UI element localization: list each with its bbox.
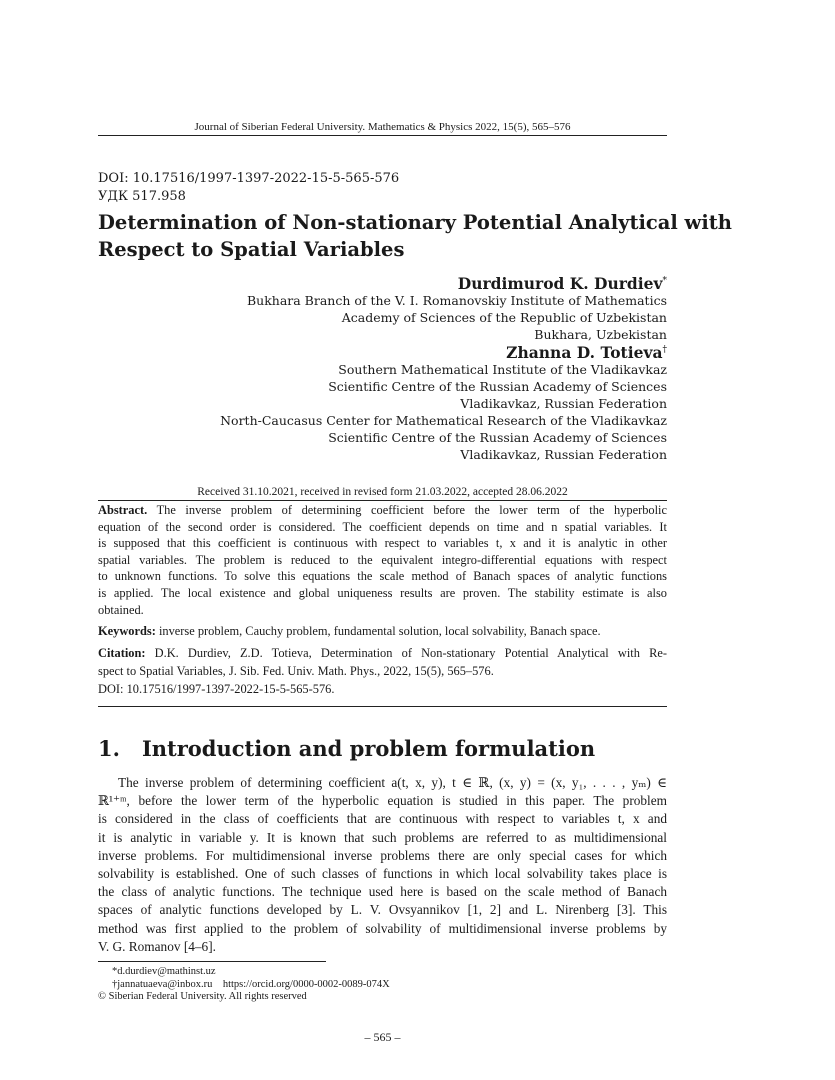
paragraph-line: the class of analytic functions. The technique used here is based on the scale method of Banach bbox=[98, 884, 667, 900]
abstract-label: Abstract. bbox=[98, 503, 148, 517]
title-line: Determination of Non-stationary Potential Analytical with bbox=[98, 211, 732, 234]
copyright-notice: © Siberian Federal University. All rights reserved bbox=[98, 991, 307, 1002]
received-dates: Received 31.10.2021, received in revised form 21.03.2022, accepted 28.06.2022 bbox=[197, 486, 568, 498]
affiliation-line: Academy of Sciences of the Republic of Uzbekistan bbox=[341, 310, 667, 326]
paragraph-line: ℝ¹⁺ᵐ, before the lower term of the hyperbolic equation is studied in this paper. The problem bbox=[98, 793, 667, 809]
affiliation-line: Bukhara Branch of the V. I. Romanovskiy Institute of Mathematics bbox=[246, 293, 667, 309]
author-name: Zhanna D. Totieva† bbox=[506, 343, 667, 363]
paragraph-line: spaces of analytic functions developed by L. V. Ovsyannikov [1, 2] and L. Nirenberg [3]. This bbox=[98, 902, 667, 918]
paragraph-line: solvability is established. One of such classes of functions in which local solvability takes place is bbox=[98, 866, 667, 882]
paragraph-line: is considered in the class of coefficients that are continuous with respect to variables t, x and bbox=[98, 811, 667, 827]
paragraph-line: method was first applied to the problem of solvability of multidimensional inverse problems by bbox=[98, 920, 667, 936]
header-rule bbox=[98, 135, 667, 136]
author-name: Durdimurod K. Durdiev* bbox=[457, 274, 667, 294]
abstract-line: is applied. The local existence and global uniqueness results are proven. The stability estimate is also bbox=[98, 585, 667, 600]
abstract-bottom-rule bbox=[98, 706, 667, 707]
page-number: – 565 – bbox=[364, 1030, 401, 1044]
citation bbox=[98, 644, 667, 698]
udk-line: УДК 517.958 bbox=[98, 189, 186, 204]
keywords bbox=[98, 623, 667, 640]
abstract-top-rule bbox=[98, 500, 667, 501]
footnote-email-1: *d.durdiev@mathinst.uz bbox=[112, 966, 216, 977]
abstract-line: is supposed that this coefficient is continuous with respect to variables t, x and it is analytic in other bbox=[98, 536, 667, 551]
abstract-line: to unknown functions. To solve this equations the scale method of Banach spaces of analytic functions bbox=[98, 569, 667, 584]
doi-line: DOI: 10.17516/1997-1397-2022-15-5-565-576 bbox=[98, 171, 400, 186]
author-block-2 bbox=[220, 342, 667, 463]
section-heading bbox=[98, 736, 595, 761]
section-number: 1. bbox=[98, 736, 120, 761]
abstract-line: spatial variables. The problem is reduced to the equivalent integro-differential equations with respect bbox=[98, 552, 667, 567]
keywords-text: inverse problem, Cauchy problem, fundamental solution, local solvability, Banach space. bbox=[158, 624, 601, 638]
abstract-line: equation of the second order is considered. The coefficient depends on time and n spatial variables. It bbox=[98, 519, 667, 534]
affiliation-line: Scientific Centre of the Russian Academy of Sciences bbox=[328, 379, 667, 395]
citation-line: spect to Spatial Variables, J. Sib. Fed. Univ. Math. Phys., 2022, 15(5), 565–576. bbox=[98, 664, 494, 678]
abstract bbox=[98, 502, 667, 618]
paragraph-line: V. G. Romanov [4–6]. bbox=[98, 938, 216, 954]
abstract-line: Abstract. The inverse problem of determining coefficient before the lower term of the hyperbolic bbox=[98, 503, 667, 517]
paragraph-line: The inverse problem of determining coefficient a(t, x, y), t ∈ ℝ, (x, y) = (x, y₁, . . . , yₘ) ∈ bbox=[118, 775, 667, 790]
affiliation-line: Vladikavkaz, Russian Federation bbox=[460, 396, 667, 412]
citation-doi: DOI: 10.17516/1997-1397-2022-15-5-565-576. bbox=[98, 682, 335, 696]
title-line: Respect to Spatial Variables bbox=[98, 238, 405, 261]
paragraph-line: it is analytic in variable y. It is known that such problems are referred to as multidimensional bbox=[98, 829, 667, 845]
paper-title bbox=[98, 209, 732, 263]
citation-label: Citation: bbox=[98, 646, 146, 660]
keywords-label: Keywords: bbox=[98, 624, 156, 638]
intro-paragraph bbox=[98, 774, 667, 956]
affiliation-line: North-Caucasus Center for Mathematical Research of the Vladikavkaz bbox=[220, 413, 667, 429]
affiliation-line: Vladikavkaz, Russian Federation bbox=[460, 447, 667, 463]
affiliation-line: Bukhara, Uzbekistan bbox=[534, 327, 667, 343]
citation-line: Citation: D.K. Durdiev, Z.D. Totieva, Determination of Non-stationary Potential Analytical with Re- bbox=[98, 646, 667, 660]
footnotes bbox=[98, 966, 390, 1004]
abstract-line: obtained. bbox=[98, 602, 144, 617]
paragraph-line: inverse problems. For multidimensional inverse problems there are only special cases for which bbox=[98, 847, 667, 863]
section-title: Introduction and problem formulation bbox=[141, 736, 596, 761]
footnote-rule bbox=[98, 961, 326, 962]
author-block-1 bbox=[247, 273, 667, 343]
footnote-email-2: †jannatuaeva@inbox.ru https://orcid.org/0000-0002-0089-074X bbox=[112, 978, 390, 990]
affiliation-line: Scientific Centre of the Russian Academy of Sciences bbox=[328, 430, 667, 446]
running-header: Journal of Siberian Federal University. Mathematics & Physics 2022, 15(5), 565–576 bbox=[194, 121, 571, 133]
affiliation-line: Southern Mathematical Institute of the Vladikavkaz bbox=[338, 362, 667, 378]
